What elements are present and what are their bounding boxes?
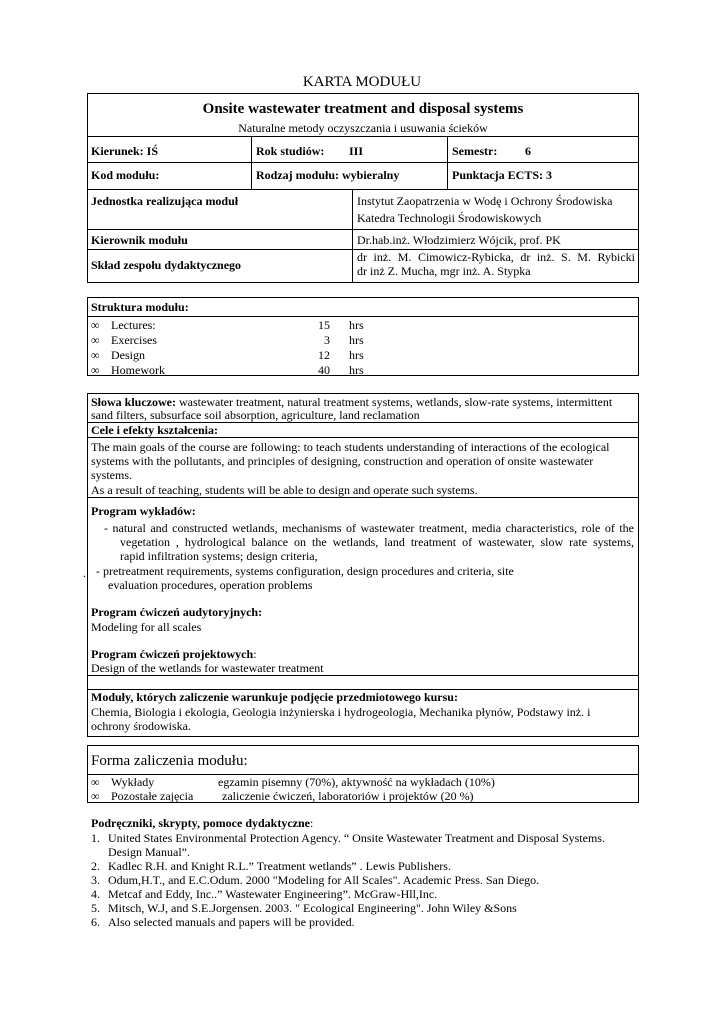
- lectures-item2-l2: evaluation procedures, operation problems: [108, 578, 313, 592]
- lectures-item1-l2: vegetation , hydrological balance on the wetlands, land treatment of wastewater, slow rate systems,: [120, 535, 634, 549]
- semestr-label: Semestr:: [452, 144, 498, 158]
- sklad-line2: dr inż Z. Mucha, mgr inż. A. Stypka: [357, 264, 531, 278]
- kierownik-label: Kierownik modułu: [91, 233, 188, 247]
- forma-item-name: Wykłady: [111, 775, 155, 789]
- structure-bullet: ∞: [91, 363, 100, 377]
- rok-label: Rok studiów:: [256, 144, 325, 158]
- ects: Punktacja ECTS: 3: [452, 168, 553, 182]
- book-line: Metcaf and Eddy, Inc..” Wastewater Engineering”. McGraw-Hll,Inc.: [108, 887, 438, 901]
- course-subtitle: Naturalne metody oczyszczania i usuwania ścieków: [238, 121, 488, 135]
- structure-item-hours: 12: [318, 348, 330, 362]
- book-line: Mitsch, W.J, and S.E.Jorgensen. 2003. " Ecological Engineering". John Wiley &Sons: [108, 901, 517, 915]
- keywords-line2: sand filters, subsurface soil absorption, agriculture, land reclamation: [91, 408, 420, 422]
- book-line: Kadlec R.H. and Knight R.L.” Treatment wetlands” . Lewis Publishers.: [108, 859, 451, 873]
- lectures-heading: Program wykładów:: [91, 504, 196, 518]
- structure-item-unit: hrs: [349, 348, 364, 362]
- sklad-label: Skład zespołu dydaktycznego: [91, 258, 242, 272]
- book-line: United States Environmental Protection Agency. “ Onsite Wastewater Treatment and Disposal Systems.: [108, 831, 605, 845]
- books-heading: Podręczniki, skrypty, pomoce dydaktyczne: [91, 816, 310, 830]
- jednostka-label: Jednostka realizująca moduł: [91, 194, 239, 208]
- structure-bullet: ∞: [91, 333, 100, 347]
- goals-line1: The main goals of the course are following: to teach students understanding of interactions of the ecological: [91, 440, 610, 454]
- lectures-item2-l1: - pretreatment requirements, systems configuration, design procedures and criteria, site: [96, 564, 514, 578]
- keywords-line1: [91, 395, 612, 409]
- structure-item-unit: hrs: [349, 363, 364, 377]
- jednostka-line1: Instytut Zaopatrzenia w Wodę i Ochrony Środowiska: [357, 194, 613, 208]
- course-title: Onsite wastewater treatment and disposal systems: [202, 101, 524, 117]
- lectures-dot: .: [83, 566, 86, 580]
- structure-bullet: ∞: [91, 348, 100, 362]
- book-line: Design Manual”.: [108, 845, 190, 859]
- book-number: 1.: [91, 831, 100, 845]
- projects-heading-line: [91, 647, 257, 661]
- book-line: Odum,H.T., and E.C.Odum. 2000 "Modeling for All Scales". Academic Press. San Diego.: [108, 873, 540, 887]
- exercises-heading: Program ćwiczeń audytoryjnych:: [91, 605, 263, 619]
- book-number: 4.: [91, 887, 100, 901]
- jednostka-line2: Katedra Technologii Środowiskowych: [357, 211, 542, 225]
- structure-item-name: Design: [111, 348, 145, 362]
- keywords-text1: wastewater treatment, natural treatment systems, wetlands, slow-rate systems, intermittent: [179, 395, 613, 409]
- keywords-label: Słowa kluczowe:: [91, 395, 176, 409]
- structure-item-hours: 15: [318, 318, 330, 332]
- semestr-value: 6: [525, 144, 531, 158]
- prereq-line2: ochrony środowiska.: [91, 719, 191, 733]
- book-number: 5.: [91, 901, 100, 915]
- projects-heading: Program ćwiczeń projektowych: [91, 647, 254, 661]
- kierownik-value: Dr.hab.inż. Włodzimierz Wójcik, prof. PK: [357, 233, 561, 247]
- page-title: KARTA MODUŁU: [302, 74, 422, 90]
- structure-item-unit: hrs: [349, 318, 364, 332]
- forma-item-value: egzamin pisemny (70%), aktywność na wykładach (10%): [218, 775, 495, 789]
- book-number: 6.: [91, 915, 100, 929]
- rok-value: III: [349, 144, 364, 158]
- kod-modulu: Kod modułu:: [91, 168, 160, 182]
- book-line: Also selected manuals and papers will be provided.: [108, 915, 355, 929]
- structure-item-name: Homework: [111, 363, 165, 377]
- goals-line4: As a result of teaching, students will be able to design and operate such systems.: [91, 483, 478, 497]
- books-heading-line: [91, 816, 313, 830]
- exercises-text: Modeling for all scales: [91, 620, 202, 634]
- projects-colon: :: [253, 647, 257, 661]
- structure-item-name: Lectures:: [111, 318, 156, 332]
- structure-item-hours: 3: [324, 333, 330, 347]
- forma-bullet: ∞: [91, 789, 100, 803]
- book-number: 3.: [91, 873, 100, 887]
- goals-line2: systems with the pollutants, and principles of designing, construction and operation of onsite wastewater: [91, 454, 594, 468]
- lectures-item1-l3: rapid infiltration systems; design criteria,: [120, 549, 318, 563]
- forma-bullet: ∞: [91, 775, 100, 789]
- kierunek: Kierunek: IŚ: [91, 144, 159, 158]
- structure-item-hours: 40: [318, 363, 330, 377]
- books-colon: :: [310, 816, 314, 830]
- structure-item-name: Exercises: [111, 333, 157, 347]
- structure-heading: Struktura modułu:: [91, 300, 189, 314]
- prereq-line1: Chemia, Biologia i ekologia, Geologia inżynierska i hydrogeologia, Mechanika płynów, Podstawy inż. i: [91, 705, 591, 719]
- lectures-item1-l1: - natural and constructed wetlands, mechanisms of wastewater treatment, media characteristics, role of the: [104, 521, 634, 535]
- projects-text: Design of the wetlands for wastewater treatment: [91, 661, 324, 675]
- forma-heading: Forma zaliczenia modułu:: [91, 753, 248, 769]
- forma-item-name: Pozostałe zajęcia: [111, 789, 194, 803]
- prereq-heading: Moduły, których zaliczenie warunkuje podjęcie przedmiotowego kursu:: [91, 690, 458, 704]
- rodzaj-modulu: Rodzaj modułu: wybieralny: [256, 168, 400, 182]
- sklad-line1: dr inż. M. Cimowicz-Rybicka, dr inż. S. M. Rybicki: [357, 250, 635, 264]
- book-number: 2.: [91, 859, 100, 873]
- goals-line3: systems.: [91, 468, 133, 482]
- structure-item-unit: hrs: [349, 333, 364, 347]
- goals-heading: Cele i efekty kształcenia:: [91, 423, 218, 437]
- forma-item-value: zaliczenie ćwiczeń, laboratoriów i projektów (20 %): [222, 789, 474, 803]
- structure-bullet: ∞: [91, 318, 100, 332]
